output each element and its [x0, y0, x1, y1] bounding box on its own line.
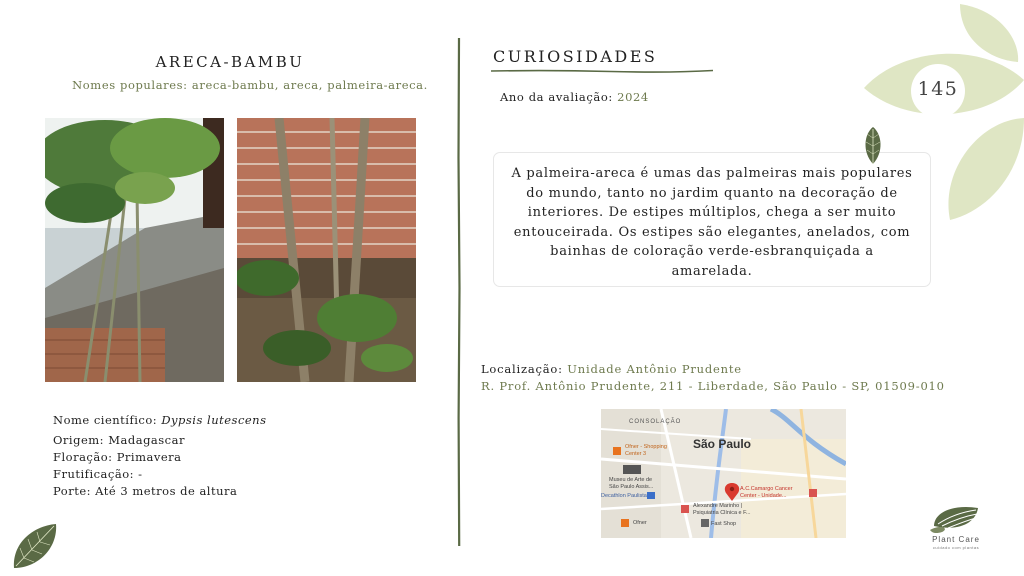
map-poi-5-line2: Center - Unidade...: [740, 492, 787, 499]
location-map[interactable]: [601, 409, 846, 538]
map-poi-2-line2: São Paulo Assis...: [609, 483, 654, 490]
plant-photo-1: [45, 118, 224, 382]
plant-photo-2: [237, 118, 416, 382]
fruiting-value: -: [138, 467, 143, 481]
location-block: [481, 361, 945, 395]
map-poi-5: [740, 486, 793, 499]
map-poi-5-line1: A.C.Camargo Cancer: [740, 486, 793, 492]
scientific-name-value: Dypsis lutescens: [161, 413, 267, 427]
location-row: [481, 361, 945, 378]
flowering-value: Primavera: [116, 450, 182, 464]
scientific-name-label: Nome científico:: [53, 413, 158, 427]
bottom-left-leaf-icon: [10, 522, 60, 572]
evaluation-year: [500, 90, 649, 104]
map-poi-1-line1: Ofner - Shopping: [625, 444, 667, 450]
plant-title: ARECA-BAMBU: [155, 53, 305, 71]
origin-value: Madagascar: [108, 433, 185, 447]
map-poi-4-line2: Psiquiatria Clínica e F...: [693, 509, 751, 516]
brand-name: Plant Care: [932, 535, 980, 544]
size-row: [53, 483, 433, 500]
decorative-leaf-cluster: [860, 0, 1024, 225]
curiosities-text: A palmeira-areca é umas das palmeiras mais populares do mundo, tanto no jardim quanto na decoração de interiores. De estipes múltiplos, chega a ser muito entouceirada. Os estipes são elegantes, anelados, com bainhas de coloração verde-esbranquiçada a amarelada.: [493, 152, 931, 287]
location-label: Localização:: [481, 362, 563, 376]
map-poi-1: [625, 444, 667, 457]
column-divider: [456, 38, 462, 546]
title-underline: [491, 68, 713, 74]
flowering-label: Floração:: [53, 450, 113, 464]
popular-names-value: areca-bambu, areca, palmeira-areca.: [191, 78, 428, 92]
location-address: R. Prof. Antônio Prudente, 211 - Liberdade, São Paulo - SP, 01509-010: [481, 379, 945, 393]
map-poi-7: Fast Shop: [711, 521, 737, 527]
map-poi-6: Ofner: [633, 520, 647, 526]
shopping-icon: [613, 447, 621, 455]
fruiting-label: Frutificação:: [53, 467, 135, 481]
map-city-label: São Paulo: [693, 437, 752, 451]
map-poi-3: Decathlon Paulista: [601, 493, 647, 499]
popular-names-label: Nomes populares:: [72, 78, 188, 92]
map-poi-2: [609, 477, 653, 490]
leaf-top-icon: [960, 4, 1018, 62]
popular-names: [40, 78, 460, 92]
evaluation-year-label: Ano da avaliação:: [500, 90, 613, 104]
museum-icon: [623, 465, 641, 474]
map-poi-4: [693, 503, 750, 516]
map-poi-4-line1: Alexandre Marinho |: [693, 503, 743, 509]
scientific-name-row: [53, 412, 433, 429]
hospital-icon-1: [681, 505, 689, 513]
map-poi-1-line2: Center 3: [625, 450, 647, 457]
flowering-row: [53, 449, 433, 466]
hospital-icon-2: [809, 489, 817, 497]
leaf-bottom-icon: [948, 118, 1024, 220]
store-icon: [647, 492, 655, 499]
page-number-badge: 145: [917, 78, 959, 100]
map-poi-2-line1: Museu de Arte de: [609, 477, 653, 483]
size-value: Até 3 metros de altura: [95, 484, 238, 498]
origin-label: Origem:: [53, 433, 105, 447]
shopping-icon-2: [621, 519, 629, 527]
plant-info: [53, 412, 433, 500]
evaluation-year-value: 2024: [617, 90, 649, 104]
location-unit: Unidade Antônio Prudente: [567, 362, 742, 376]
fruiting-row: [53, 466, 433, 483]
small-leaf-icon: [862, 126, 884, 166]
curiosities-title: CURIOSIDADES: [493, 47, 658, 66]
brand-tagline: cuidado com plantas: [932, 545, 980, 550]
size-label: Porte:: [53, 484, 91, 498]
map-district-label: CONSOLAÇÃO: [629, 419, 682, 425]
shop-icon: [701, 519, 709, 527]
origin-row: [53, 432, 433, 449]
